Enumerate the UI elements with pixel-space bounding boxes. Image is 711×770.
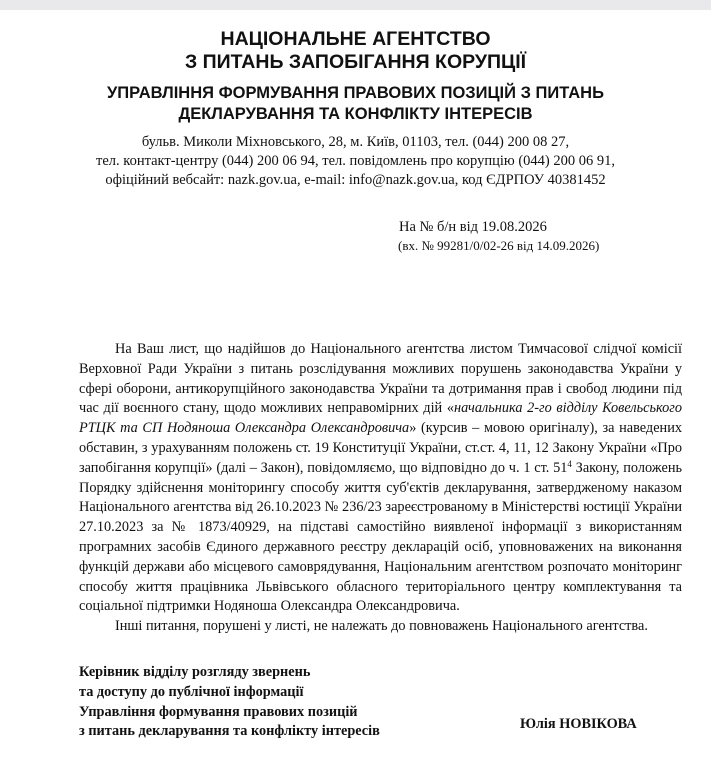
agency-title-line1: НАЦІОНАЛЬНЕ АГЕНТСТВО bbox=[220, 28, 491, 50]
article-superscript: 4 bbox=[567, 458, 572, 469]
reference-number: На № б/н від 19.08.2026 bbox=[399, 219, 547, 235]
signatory-line1: Керівник відділу розгляду звернень bbox=[79, 664, 311, 680]
agency-title-line2: З ПИТАНЬ ЗАПОБІГАННЯ КОРУПЦІЇ bbox=[184, 51, 527, 73]
paragraph-main bbox=[79, 340, 682, 617]
signatory-position bbox=[79, 663, 380, 742]
top-bar bbox=[0, 0, 711, 10]
department-title-line1: УПРАВЛІННЯ ФОРМУВАННЯ ПРАВОВИХ ПОЗИЦІЙ З ПИТАНЬ bbox=[107, 84, 604, 102]
signatory-name: Юлія НОВІКОВА bbox=[520, 716, 637, 732]
paragraph-main-part2: » (курсив – мовою оригіналу), за наведених обставин, з урахуванням положень ст. 19 Конституції України, ст.ст. 4, 11, 12 Закону України «Про запобігання корупції» (далі – Закон), повідомляємо, що відповідно до ч. 1 ст. 51 bbox=[79, 420, 682, 476]
incoming-number: (вх. № 99281/0/02-26 від 14.09.2026) bbox=[398, 238, 600, 253]
address-line2: тел. контакт-центру (044) 200 06 94, тел. повідомлень про корупцію (044) 200 06 91, bbox=[96, 153, 615, 169]
paragraph-main-part1: На Ваш лист, що надійшов до Національного агентства листом Тимчасової слідчої комісії Верховної Ради України з питань розслідування можливих порушень законодавства України у сфері оборони, антикорупційного законодавства України та дотримання прав і свобод людини під час дії воєнного стану, щодо можливих неправомірних дій « bbox=[79, 341, 682, 417]
paragraph-main-quote: начальника 2-го відділу Ковельського РТЦК та СП Нодяноша Олександра Олександровича bbox=[79, 400, 682, 437]
address-line1: бульв. Миколи Міхновського, 28, м. Київ, 01103, тел. (044) 200 08 27, bbox=[141, 134, 570, 150]
signatory-line4: з питань декларування та конфлікту інтересів bbox=[79, 723, 380, 740]
signatory-line2: та доступу до публічної інформації bbox=[79, 683, 304, 700]
address-line3: офіційний вебсайт: nazk.gov.ua, e-mail: info@nazk.gov.ua, код ЄДРПОУ 40381452 bbox=[105, 172, 606, 188]
paragraph-other-issues: Інші питання, порушені у листі, не належать до повноважень Національного агентства. bbox=[115, 618, 648, 635]
department-title-line2: ДЕКЛАРУВАННЯ ТА КОНФЛІКТУ ІНТЕРЕСІВ bbox=[178, 105, 533, 123]
letter-body bbox=[79, 340, 682, 637]
signatory-line3: Управління формування правових позицій bbox=[79, 703, 358, 720]
paragraph-main-part3: Закону, положень Порядку здійснення моніторингу способу життя суб'єктів декларування, затвердженому наказом Національного агентства від 26.10.2023 № 236/23 зареєстрованому в Міністерстві юстиції України 27.10.2023 за № 1873/40929, на підставі самостійно виявленої інформації з використанням програмних засобів Єдиного державного реєстру декларацій осіб, уповноважених на виконання функцій держави або місцевого самоврядування, Національним агентством розпочато моніторинг способу життя працівника Львівського обласного територіального центру комплектування та соціальної підтримки Нодяноша Олександра Олександровича. bbox=[79, 459, 682, 615]
